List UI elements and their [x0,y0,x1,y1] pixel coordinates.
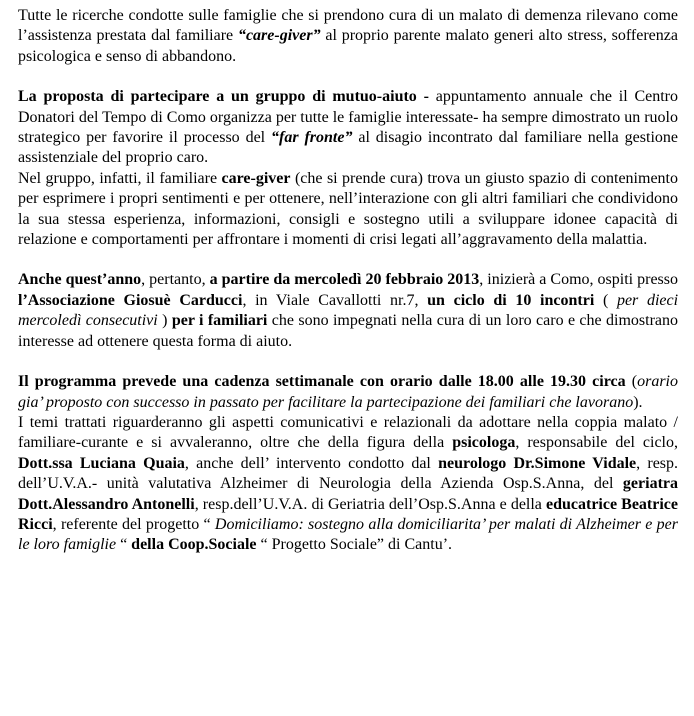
p6-text-f: , referente del progetto “ [52,515,215,533]
p3-text-b: (che si prende cura) trova un giusto spazio di contenimento per esprimere i propri sentimenti e per ottenere, nell’interazione con gli altri familiari che condividono la sua stessa esperienza, informazioni, consigli e sostegno utili a sviluppare idonee capacità di relazione e comportamenti per affrontare i momenti di crisi legati all’aggravamento della malattia. [18,169,678,249]
p4-text-b: , inizierà a Como, ospiti presso [479,271,679,289]
p6-text-e: , resp.dell’U.V.A. di Geriatria dell’Osp.S.Anna e della [194,495,546,513]
p1-text-a: Tutte le ricerche condotte sulle famiglie che si prendono cura di un malato di demenza rilevano come l’assistenza prestata dal familiare [18,7,678,45]
p4-text-c: , in Viale Cavallotti nr.7, [242,291,428,309]
paragraph-themes [18,413,678,556]
dott-quaia: Dott.ssa Luciana Quaia [18,454,185,472]
p4-text-f: che sono impegnati nella cura di un loro caro e che dimostrano interesse ad ottenere questa forma di aiuto. [18,312,679,350]
p3-text-a: Nel gruppo, infatti, il familiare [18,169,222,187]
far-fronte-term: “far fronte” [271,129,353,147]
schedule-note: orario gia’ proposto con successo in passato per facilitare la partecipazione dei familiari che lavorano [18,373,678,411]
neurologist: neurologo Dr.Simone Vidale [438,454,637,472]
p4-text-d: ( [594,291,617,309]
p2-text-a: appuntamento annuale che il Centro Donatori del Tempo di Como organizza per tutte le famiglie interessate- ha sempre dimostrato un ruolo strategico per favorire il processo del [18,88,679,147]
cycle-note: per dieci mercoledì consecutivi [18,291,679,330]
anche-quest-anno: Anche quest’anno [18,271,142,289]
coop-sociale: della Coop.Sociale [131,536,257,554]
psychologist: psicologa [452,434,516,452]
p4-text-a: , pertanto, [141,271,210,289]
p6-text-c: , anche dell’ intervento condotto dal [184,454,439,472]
paragraph-program [18,372,678,413]
educator: educatrice Beatrice Ricci [18,495,679,533]
p6-text-b: , responsabile del ciclo, [515,434,679,452]
geriatrician: geriatra Dott.Alessandro Antonelli [18,475,678,513]
proposal-heading: La proposta di partecipare a un gruppo di mutuo-aiuto - [18,88,429,106]
p6-text-g: “ [116,536,132,554]
cycle-count: un ciclo di 10 incontri [427,291,595,309]
p5-text-b: ). [633,393,643,411]
paragraph-proposal [18,87,678,169]
paragraph-announcement [18,270,678,352]
care-giver-term: “care-giver” [237,27,321,45]
p5-text-a: ( [625,373,638,391]
p6-text-a: I temi trattati riguarderanno gli aspetti comunicativi e relazionali da adottare nella coppia malato / familiare-curante e si avvaleranno, oltre che della figura della [18,413,678,452]
program-schedule: Il programma prevede una cadenza settimanale con orario dalle 18.00 alle 19.30 circa [18,373,626,391]
p6-text-d: , resp. dell’U.V.A.- unità valutativa Alzheimer di Neurologia della Azienda Osp.S.Anna, del [18,454,679,493]
start-date: a partire da mercoledì 20 febbraio 2013 [209,271,480,289]
p1-text-b: al proprio parente malato generi alto stress, sofferenza psicologica e senso di abbandono. [18,27,678,65]
care-giver-bold: care-giver [221,169,291,187]
association-name: l’Associazione Giosuè Carducci [18,291,243,309]
p4-text-e: ) [157,312,172,330]
p2-text-b: al disagio incontrato dal familiare nella gestione assistenziale del proprio caro. [18,129,678,167]
paragraph-group [18,169,678,251]
project-name: Domiciliamo: sostegno alla domiciliarita’ per malati di Alzheimer e per le loro famiglie [18,515,678,554]
for-families: per i familiari [171,312,268,330]
p6-text-h: “ Progetto Sociale” di Cantu’. [256,536,453,554]
paragraph-intro [18,6,678,67]
